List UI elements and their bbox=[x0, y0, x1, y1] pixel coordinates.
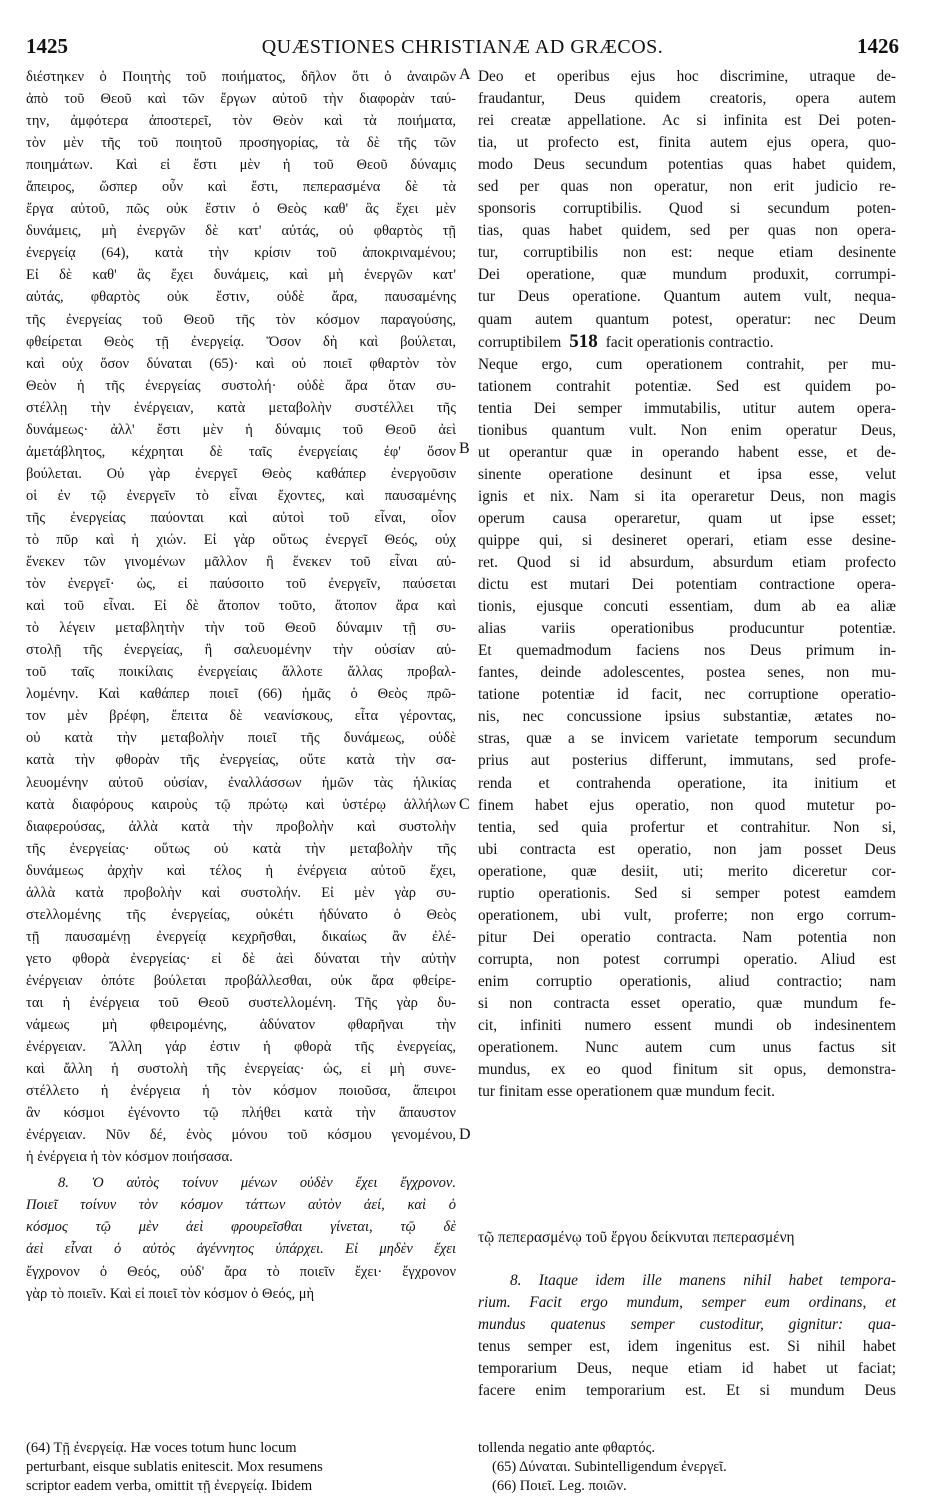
margin-letter-a: A bbox=[459, 66, 471, 83]
latin-text-line: tias, quas habet quidem, sed per quas non opera- bbox=[478, 222, 896, 240]
greek-text-line: οὐ κατὰ τὴν μεταβολὴν ποιεῖ τῆς δυνάμεως, οὐδὲ bbox=[26, 730, 456, 747]
greek-text-line: ἐνεργείᾳ (64), κατὰ τὴν κρίσιν τοῦ ἀποκριναμένου; bbox=[26, 245, 456, 262]
latin-text-line: tia, ut profecto est, finita autem ejus opera, quo- bbox=[478, 134, 896, 152]
greek-text-line: ἐνέργειαν. Νῦν δέ, ἑνὸς μόνου τοῦ κόσμου γενομένου, bbox=[26, 1127, 456, 1144]
latin-text-line: alias variis operationibus producuntur potentiæ. bbox=[478, 620, 896, 638]
footnotes-left bbox=[26, 1439, 456, 1496]
greek-text-line: οἱ ἐν τῷ ἐνεργεῖν τὸ εἶναι ἔχοντες, καὶ παυσαμένης bbox=[26, 487, 456, 504]
greek-text-line: καὶ τοῦ εἶναι. Εἰ δὲ ἄτοπον τοῦτο, ἄτοπον ἄρα καὶ bbox=[26, 598, 456, 615]
greek-text-line: λευομένην αὐτοῦ οὐσίαν, ἐναλλάσσων ἡμῶν τὰς ἡλικίας bbox=[26, 774, 456, 791]
greek-text-line: στολῇ τῆς ἐνεργείας, ἢ σαλευομένην τὴν οὐσίαν αὐ- bbox=[26, 642, 456, 659]
latin-text-line: rium. Facit ergo mundum, semper eum ordinans, et bbox=[478, 1294, 896, 1312]
latin-text-line: prius aut posterius differunt, immutans, sed profe- bbox=[478, 752, 896, 770]
latin-text-line: ubi contracta est operatio, non jam posset Deus bbox=[478, 840, 896, 858]
greek-text-line: ἔργα αὐτοῦ, πῶς οὐκ ἔστιν ὁ Θεὸς καθ' ἃς ἔχει μὲν bbox=[26, 201, 456, 218]
greek-text-line: ἐνέργειαν. Ἄλλη γάρ ἐστιν ἡ φθορὰ τῆς ἐνεργείας, bbox=[26, 1039, 456, 1056]
latin-text-line: Et quemadmodum faciens nos Deus primum in- bbox=[478, 642, 896, 660]
latin-text-line: tur Deus operatione. Quantum autem vult, nequa- bbox=[478, 288, 896, 306]
greek-text-line: αὐτάς, φθαρτὸς οὐκ ἔστιν, οὐδὲ ἄρα, παυσαμένης bbox=[26, 289, 456, 306]
greek-text-line: Θεὸν ἡ τῆς ἐνεργείας συστολή· οὐδὲ ἄρα ὅταν συ- bbox=[26, 377, 456, 394]
latin-text-line: renda et contrahenda operatione, ita initium et bbox=[478, 774, 896, 792]
greek-text-line: δυνάμεως· ἀλλ' ἔστι μὲν ἡ δύναμις τοῦ Θεοῦ ἀεὶ bbox=[26, 421, 456, 438]
greek-text-line: καὶ ἄλλη ἡ συστολὴ τῆς ἐνεργείας· ὡς, εἰ μὴ συνε- bbox=[26, 1061, 456, 1078]
latin-text-line: cit, infiniti numero essent mundi ob indesinentem bbox=[478, 1017, 896, 1035]
latin-text-line: nis, nec concussione ipsius substantiæ, ætates no- bbox=[478, 708, 896, 726]
margin-letter-c: C bbox=[459, 796, 470, 813]
greek-text-line: την, ἀμφότερα ἀποστερεῖ, τὸν Θεὸν καὶ τὰ ποιήματα, bbox=[26, 113, 456, 130]
latin-text-line: ignis et nix. Nam si ita operaretur Deus, non magis bbox=[478, 487, 896, 505]
latin-text-line: sed per quas non operatur, non erit judicio re- bbox=[478, 178, 896, 196]
greek-text-line: κόσμος τῷ μὲν ἀεὶ φρουρεῖσθαι γίνεται, τῷ δὲ bbox=[26, 1219, 456, 1236]
greek-text-line: δυνάμεως ἀρχὴν καὶ τέλος ἡ ἐνέργεια αὐτοῦ ἔχει, bbox=[26, 862, 456, 879]
greek-text-line: τὸν μὲν τῆς τοῦ ποιητοῦ προσηγορίας, τὰ δὲ τῆς τῶν bbox=[26, 135, 456, 152]
latin-text-line: fraudantur, Deus quidem creatoris, opera autem bbox=[478, 90, 896, 108]
latin-text-line: Dei operatione, quæ mundum produxit, corrumpi- bbox=[478, 266, 896, 284]
greek-text-line: τῇ παυσαμένῃ ἐνεργείᾳ κεχρῆσθαι, δικαίως ἂν ἐλέ- bbox=[26, 928, 456, 945]
latin-text-segment: corruptibilem bbox=[478, 333, 562, 351]
greek-text-line: ἀλλὰ κατὰ προβολὴν καὶ συστολήν. Εἰ μὲν γὰρ συ- bbox=[26, 884, 456, 901]
latin-text-line: tenus semper est, idem ingenitus est. Si nihil habet bbox=[478, 1338, 896, 1356]
latin-text-line: tationem contrahit potentiæ. Sed est quidem po- bbox=[478, 377, 896, 395]
latin-text-line: quam autem quantum potest, operatur: nec Deum bbox=[478, 310, 896, 328]
latin-text-line: ret. Quod si id absurdum, absurdum etiam profecto bbox=[478, 554, 896, 572]
latin-text-line: finem habet ejus operatio, non quod mutetur po- bbox=[478, 796, 896, 814]
greek-column bbox=[26, 66, 456, 1305]
latin-text-line: corrupta, non potest corrumpi operatio. Aliud est bbox=[478, 950, 896, 968]
latin-text-line: si non contracta esset operatio, quæ mundum fe- bbox=[478, 994, 896, 1012]
latin-text-line: facere enim temporarium est. Et si mundum Deus bbox=[478, 1382, 896, 1400]
greek-text-line: ἐνέργειαν ὁπότε βούλεται προβάλλεσθαι, οὐκ ἄρα φθείρε- bbox=[26, 972, 456, 989]
page-number-right: 1426 bbox=[857, 34, 899, 58]
latin-text-line: operationem, ubi vult, proferre; non ergo corrum- bbox=[478, 906, 896, 924]
latin-text-line: tionis, ejusque concuti essentiam, dum ab ea aliæ bbox=[478, 598, 896, 616]
page-number-left: 1425 bbox=[26, 34, 68, 58]
latin-text-line: operatione, quæ desiit, uti; merito diceretur cor- bbox=[478, 862, 896, 880]
greek-text-line: γετο φθορὰ ἐνεργείας· εἰ δὲ ἀεὶ δύναται τὴν αὐτὴν bbox=[26, 950, 456, 967]
page-header bbox=[26, 20, 899, 56]
greek-text-line: ἀμετάβλητος, κέχρηται δὲ ταῖς ἐνεργείαις ἐφ' ὅσον bbox=[26, 443, 456, 460]
greek-text-line: ποιημάτων. Καὶ εἰ ἔστι μὲν ἡ τοῦ Θεοῦ δύναμις bbox=[26, 157, 456, 174]
latin-text-line: pitur Dei operatio contracta. Nam potentia non bbox=[478, 928, 896, 946]
greek-text-line: τῆς ἐνεργείας· οὕτως οὐ κατὰ τὴν μεταβολὴν τῆς bbox=[26, 840, 456, 857]
greek-text-line: διέστηκεν ὁ Ποιητὴς τοῦ ποιήματος, δῆλον ὅτι ὁ ἀναιρῶν bbox=[26, 69, 456, 85]
latin-text-line: quippe qui, si desineret operari, etiam esse desine- bbox=[478, 531, 896, 549]
greek-text-line: διαφερούσας, ἀλλὰ κατὰ τὴν προβολὴν καὶ συστολὴν bbox=[26, 818, 456, 835]
greek-text-line: τον μὲν βρέφη, ἔπειτα δὲ νεανίσκους, εἶτα γέροντας, bbox=[26, 708, 456, 725]
latin-text-line: tur finitam esse operationem quæ mundum fecit. bbox=[478, 1083, 775, 1101]
greek-text-line: βούλεται. Οὐ γὰρ ἐνεργεῖ Θεὸς καθάπερ ἐνεργοῦσιν bbox=[26, 465, 456, 482]
latin-text-line: sponsoris corruptibilis. Quod si secundum poten- bbox=[478, 200, 896, 218]
greek-text-line: κατὰ διαφόρους καιροὺς τῷ πρώτῳ καὶ ὑστέρῳ ἀλλήλων bbox=[26, 796, 456, 813]
latin-column bbox=[478, 66, 896, 1103]
greek-text-line: καὶ οὐχ ὅσον δύναται (65)· καὶ οὐ ποιεῖ φθαρτὸν τὸν bbox=[26, 355, 456, 372]
latin-text-line: tatione potentiæ id facit, nec corruptione operatio- bbox=[478, 686, 896, 704]
footnote-line: (66) Ποιεῖ. Leg. ποιῶν. bbox=[492, 1478, 627, 1494]
greek-text-line: δυνάμεις, μὴ ἐνεργῶν δὲ κατ' αὐτάς, οὐ φθαρτὸς τῇ bbox=[26, 223, 456, 240]
latin-text-line: fantes, deinde adolescentes, postea senes, non mu- bbox=[478, 664, 896, 682]
latin-paragraph-8 bbox=[478, 1270, 896, 1402]
footnote-line: (64) Τῇ ἐνεργείᾳ. Hæ voces totum hunc locum bbox=[26, 1440, 297, 1456]
latin-text-line: tentia Dei semper immutabilis, utitur autem opera- bbox=[478, 399, 896, 417]
greek-text-line: ἀπὸ τοῦ Θεοῦ καὶ τῶν ἔργων αὐτοῦ τὴν διαφορὰν ταύ- bbox=[26, 91, 456, 108]
greek-text-line: ἀεὶ εἶναι ὁ αὐτὸς ἀγέννητος ὑπάρχει. Εἰ μηδὲν ἔχει bbox=[26, 1241, 456, 1258]
greek-text-line: Ποιεῖ τοίνυν τὸν κόσμον τάττων αὐτὸν ἀεί, καὶ ὁ bbox=[26, 1197, 456, 1214]
latin-text-line: 8. Itaque idem ille manens nihil habet tempora- bbox=[510, 1272, 896, 1289]
latin-text-line: enim corruptio operationis, aliud contractio; nam bbox=[478, 972, 896, 990]
latin-text-line: mundus, ex eo quod finitum sit opus, demonstra- bbox=[478, 1061, 896, 1079]
latin-text-line: sinente operatione desinunt et ipsa esse, velut bbox=[478, 465, 896, 483]
footnote-line: scriptor eadem verba, omittit τῇ ἐνεργείᾳ. Ibidem bbox=[26, 1478, 313, 1494]
greek-text-line: τὸ λέγειν μεταβλητὴν τὴν τοῦ Θεοῦ δύναμιν τῇ συ- bbox=[26, 620, 456, 637]
greek-text-line: τῆς ἐνεργείας παύονται καὶ αὐτοὶ τοῦ εἶναι, οἷον bbox=[26, 509, 456, 526]
greek-text-line: φθείρεται Θεὸς τῇ ἐνεργείᾳ. Ὅσον δὴ καὶ βούλεται, bbox=[26, 333, 456, 350]
greek-text-line: ἕνεκεν τῶν γινομένων μᾶλλον ἢ ἕνεκεν τοῦ εἶναι αὐ- bbox=[26, 554, 456, 571]
latin-text-line: ut operantur quæ in operando habent esse, et de- bbox=[478, 443, 896, 461]
greek-text-line: ἄπειρος, ὥσπερ οὖν καὶ ἔστι, πεπερασμένα δὲ τὰ bbox=[26, 179, 456, 196]
greek-text-line: 8. Ὁ αὐτὸς τοίνυν μένων οὐδὲν ἔχει ἔγχρονον. bbox=[58, 1175, 456, 1192]
latin-text-line: ruptio operationis. Sed si semper potest eamdem bbox=[478, 884, 896, 902]
greek-text-line: τὸν ἐνεργεῖ· ὡς, εἰ παύσοιτο τοῦ ἐνεργεῖν, παύσεται bbox=[26, 576, 456, 593]
spanning-greek-text: τῷ πεπερασμένῳ τοῦ ἔργου δείκνυται πεπερασμένη bbox=[478, 1229, 795, 1246]
greek-text-line: τοῦ ταῖς ποικίλαις ἐνεργείαις ἄλλοτε ἄλλας προβαλ- bbox=[26, 664, 456, 681]
latin-text-line: tionibus quantum vult. Non enim operatur Deus, bbox=[478, 421, 896, 439]
running-title: QUÆSTIONES CHRISTIANÆ AD GRÆCOS. bbox=[261, 36, 664, 58]
column-number: 518 bbox=[569, 330, 598, 352]
latin-text-line: rei creatæ appellatione. Ac si infinita est Dei poten- bbox=[478, 112, 896, 130]
footnote-line: perturbant, eisque sublatis enitescit. Mox resumens bbox=[26, 1459, 323, 1475]
greek-text-line: γὰρ τὸ ποιεῖν. Καὶ εἰ ποιεῖ τὸν κόσμον ὁ Θεός, μὴ bbox=[26, 1285, 315, 1302]
latin-text-segment: facit operationis contractio. bbox=[605, 333, 774, 351]
latin-text-line: tentia, sed quia profertur et contrahitur. Non si, bbox=[478, 818, 896, 836]
spanning-greek-line bbox=[26, 1229, 906, 1247]
greek-text-line: ἔγχρονον ὁ Θεός, οὐδ' ἄρα τὸ ποιεῖν ἔχει· ἔγχρονον bbox=[26, 1263, 456, 1280]
latin-text-line: operum causa operaretur, quam ut ipse esset; bbox=[478, 509, 896, 527]
greek-text-line: στέλλῃ τὴν ἐνέργειαν, κατὰ μεταβολὴν συστέλλει τῆς bbox=[26, 399, 456, 416]
footnote-line: tollenda negatio ante φθαρτός. bbox=[478, 1440, 656, 1456]
greek-text-line: ἂν κόσμοι ἐγένοντο τῷ πλήθει κατὰ τὴν ἄπαυστον bbox=[26, 1105, 456, 1122]
latin-text-line: tur, corruptibilis non est: neque etiam desinente bbox=[478, 244, 896, 262]
latin-text-line: operationem. Nunc autem cum unus factus sit bbox=[478, 1039, 896, 1057]
margin-letter-b: B bbox=[459, 440, 470, 457]
greek-text-line: στελλομένης τῆς ἐνεργείας, οὐκέτι ἠδύνατο ὁ Θεὸς bbox=[26, 906, 456, 923]
footnote-line: (65) Δύναται. Subintelligendum ἐνεργεῖ. bbox=[492, 1459, 727, 1475]
greek-text-line: κατὰ τὴν φθορὰν τῆς ἐνεργείας, οὔτε κατὰ τὴν σα- bbox=[26, 752, 456, 769]
latin-text-line: Deo et operibus ejus hoc discrimine, utraque de- bbox=[478, 68, 896, 85]
greek-text-line: λομένην. Καὶ καθάπερ ποιεῖ (66) ἡμᾶς ὁ Θεὸς πρῶ- bbox=[26, 686, 456, 703]
greek-text-line: στέλλετο ἡ ἐνέργεια ἡ τὸν κόσμον ποιοῦσα, ἄπειροι bbox=[26, 1083, 456, 1100]
latin-text-line: modo Deus secundum potentias quas habet quidem, bbox=[478, 156, 896, 174]
latin-text-line bbox=[478, 331, 896, 354]
greek-text-line: τῆς ἐνεργείας τοῦ Θεοῦ τῆς τὸν κόσμον παραγούσης, bbox=[26, 311, 456, 328]
greek-text-line: ται ἡ ἐνέργεια τοῦ Θεοῦ συστελλομένη. Τῆς γὰρ δυ- bbox=[26, 994, 456, 1011]
greek-text-line: νάμεως μὴ φθειρομένης, ἀδύνατον φθαρῆναι τὴν bbox=[26, 1017, 456, 1034]
latin-text-line: Neque ergo, cum operationem contrahit, per mu- bbox=[478, 355, 896, 373]
latin-text-line: stras, quæ a se invicem varietate temporum secundum bbox=[478, 730, 896, 748]
footnotes-right bbox=[478, 1439, 896, 1496]
margin-letter-d: D bbox=[459, 1126, 471, 1143]
latin-text-line: mundus quatenus semper custoditur, gignitur: qua- bbox=[478, 1316, 896, 1334]
greek-text-line: ἡ ἐνέργεια ἡ τὸν κόσμον ποιήσασα. bbox=[26, 1149, 233, 1166]
greek-text-line: τὸ πῦρ καὶ ἡ χιών. Εἰ γὰρ οὕτως ἐνεργεῖ Θεός, οὐχ bbox=[26, 531, 456, 548]
latin-text-line: temporarium Deus, neque etiam id habet ut faciat; bbox=[478, 1360, 896, 1378]
greek-text-line: Εἰ δὲ καθ' ἃς ἔχει δυνάμεις, καὶ μὴ ἐνεργῶν κατ' bbox=[26, 267, 456, 284]
latin-text-line: dictu est mutari Dei potentiam contractione opera- bbox=[478, 576, 896, 594]
